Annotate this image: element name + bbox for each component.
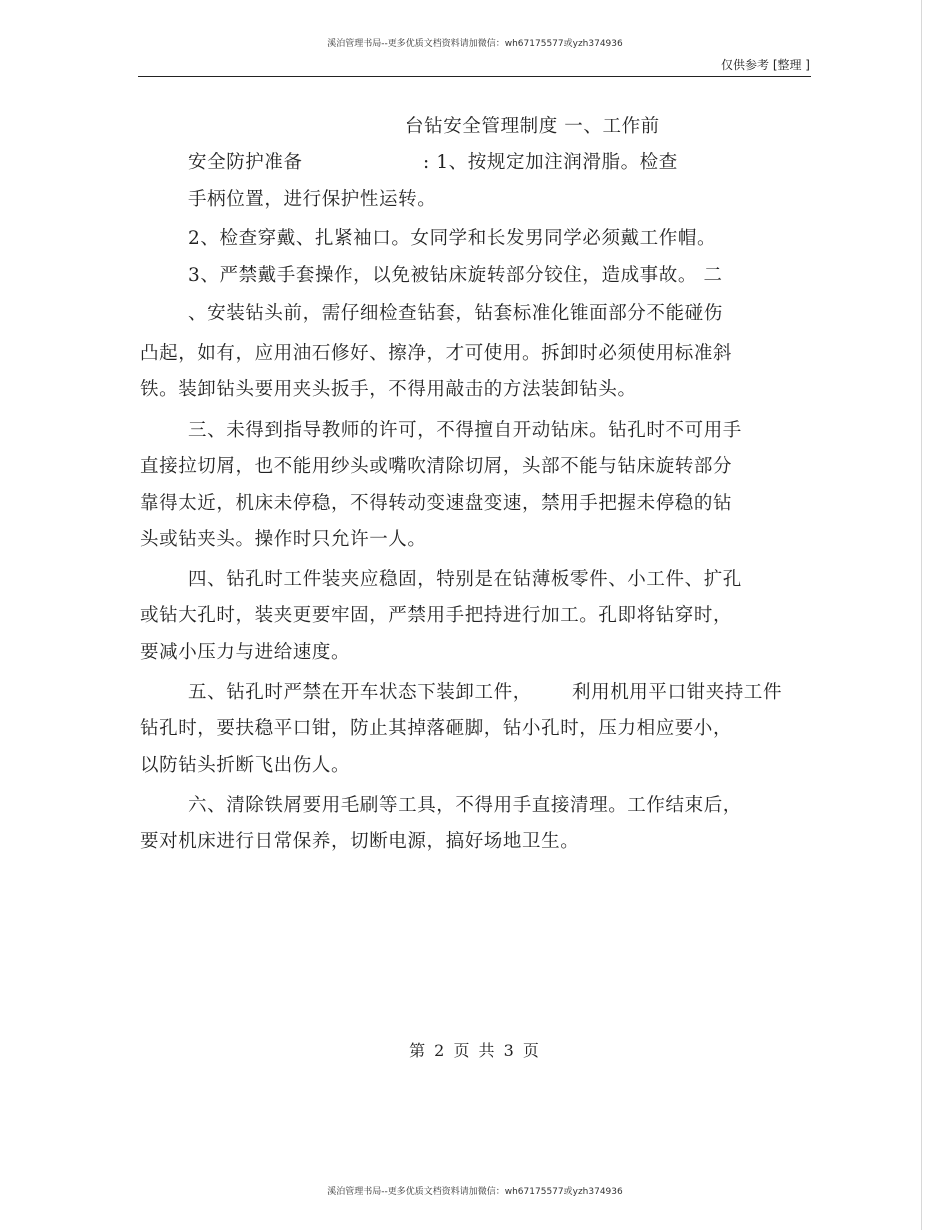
para4-line-3: 要减小压力与进给速度。 <box>140 642 351 663</box>
para5-line-1a: 五、钻孔时严禁在开车状态下装卸工件， <box>188 682 532 703</box>
para2-line-2: 凸起，如有，应用油石修好、擦净，才可使用。拆卸时必须使用标准斜 <box>140 343 733 364</box>
para3-line-2: 直接拉切屑，也不能用纱头或嘴吹清除切屑，头部不能与钻床旋转部分 <box>140 456 733 477</box>
para2-line-1: 、安装钻头前，需仔细检查钻套，钻套标准化锥面部分不能碰伤 <box>188 303 723 324</box>
section1-text-b: 手柄位置，进行保护性运转。 <box>188 189 437 210</box>
para5-line-2: 钻孔时，要扶稳平口钳，防止其掉落砸脚，钻小孔时，压力相应要小， <box>140 718 733 739</box>
watermark-bottom: 溪泊管理书局--更多优质文档资料请加微信：wh67175577或yzh374936 <box>327 1187 623 1197</box>
section1-label: 安全防护准备 <box>188 152 303 173</box>
para4-line-1: 四、钻孔时工件装夹应稳固，特别是在钻薄板零件、小工件、扩孔 <box>188 569 742 590</box>
para6-line-1: 六、清除铁屑要用毛刷等工具，不得用手直接清理。工作结束后， <box>188 795 742 816</box>
page-number-footer: 第 2 页 共 3 页 <box>409 1041 541 1060</box>
item-3: 3、严禁戴手套操作，以免被钻床旋转部分铰住，造成事故。 二 <box>188 265 723 286</box>
para3-line-4: 头或钻夹头。操作时只允许一人。 <box>140 529 427 550</box>
para6-line-2: 要对机床进行日常保养，切断电源，搞好场地卫生。 <box>140 831 580 852</box>
title-line: 台钻安全管理制度 一、工作前 <box>405 116 660 137</box>
para5-line-1b: 利用机用平口钳夹持工件 <box>572 682 783 703</box>
section1-text-a: : 1、按规定加注润滑脂。检查 <box>423 152 678 173</box>
header-note: 仅供参考 [整理 ] <box>721 58 810 72</box>
header-rule <box>138 76 811 77</box>
item-2: 2、检查穿戴、扎紧袖口。女同学和长发男同学必须戴工作帽。 <box>188 228 717 249</box>
para4-line-2: 或钻大孔时，装夹更要牢固，严禁用手把持进行加工。孔即将钻穿时， <box>140 605 733 626</box>
para3-line-1: 三、未得到指导教师的许可，不得擅自开动钻床。钻孔时不可用手 <box>188 420 742 441</box>
watermark-top: 溪泊管理书局--更多优质文档资料请加微信：wh67175577或yzh374936 <box>327 39 623 49</box>
para2-line-3: 铁。装卸钻头要用夹头扳手，不得用敲击的方法装卸钻头。 <box>140 379 637 400</box>
para5-line-3: 以防钻头折断飞出伤人。 <box>140 755 351 776</box>
para3-line-3: 靠得太近，机床未停稳，不得转动变速盘变速，禁用手把握未停稳的钻 <box>140 493 733 514</box>
